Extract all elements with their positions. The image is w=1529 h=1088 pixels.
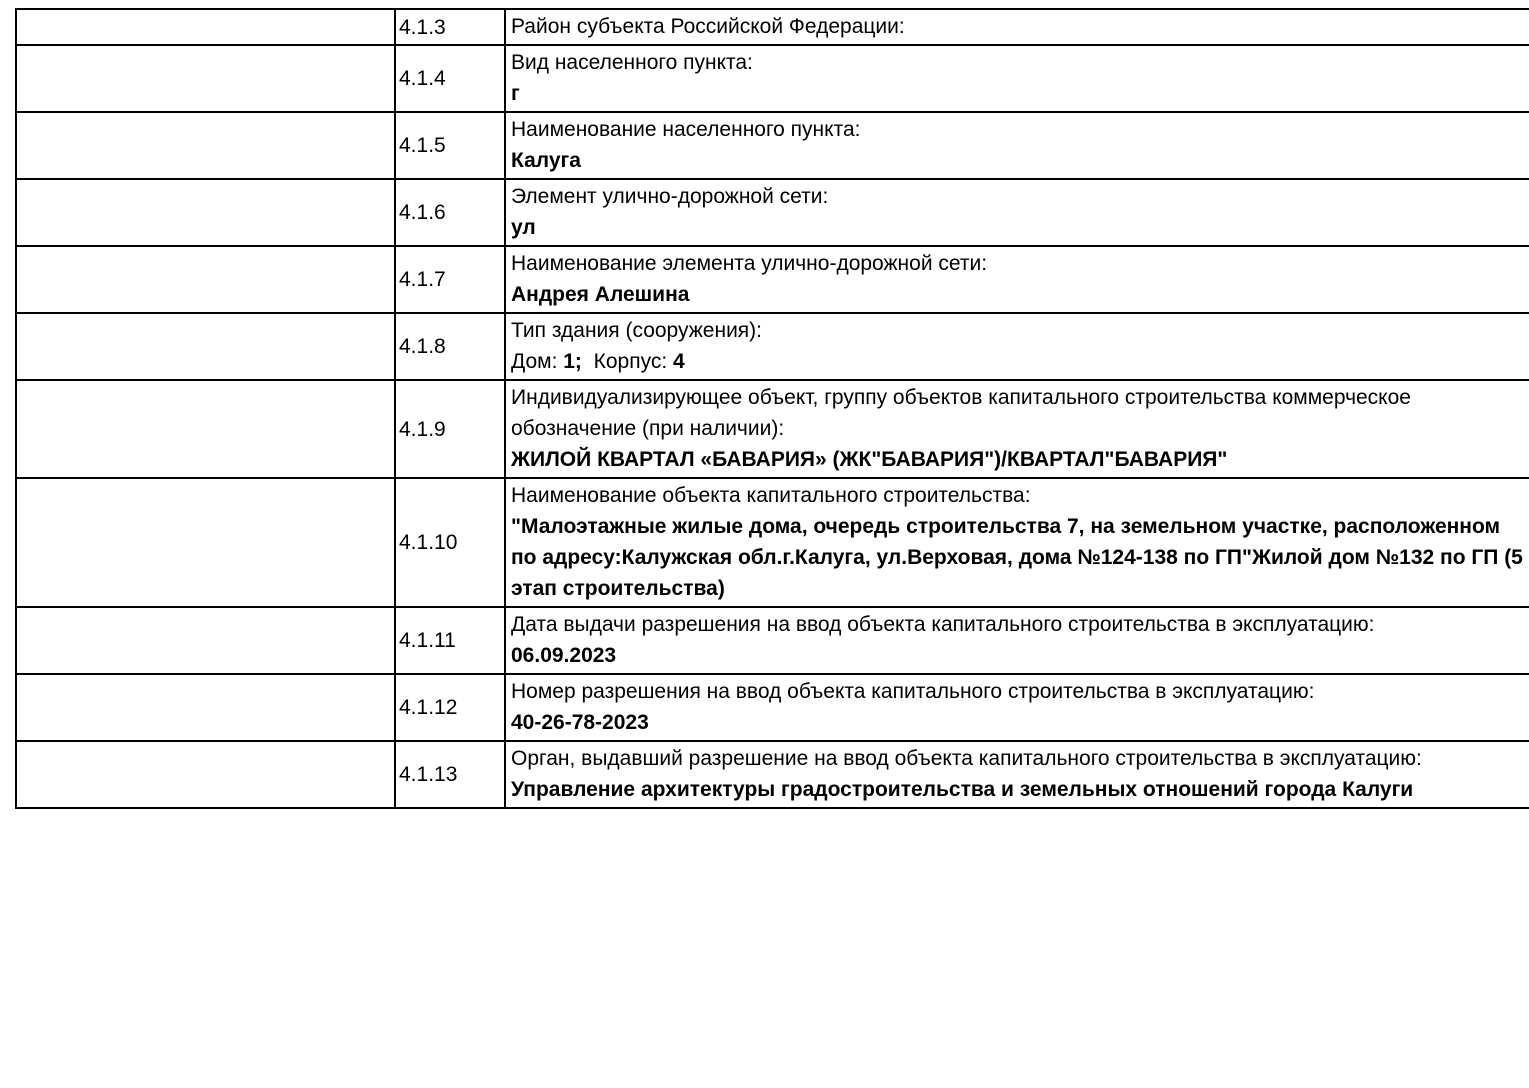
field-value-segment: 4 xyxy=(673,350,685,373)
item-number-cell: 4.1.7 xyxy=(395,246,505,313)
field-label: Тип здания (сооружения): xyxy=(511,319,762,342)
item-number-cell: 4.1.3 xyxy=(395,9,505,45)
empty-left-cell xyxy=(16,313,395,380)
field-label: Район субъекта Российской Федерации: xyxy=(511,15,905,38)
empty-left-cell xyxy=(16,45,395,112)
table-row xyxy=(16,380,1529,478)
field-value-segment: 1; xyxy=(563,350,582,373)
field-value: 06.09.2023 xyxy=(511,644,617,667)
field-label: Дата выдачи разрешения на ввод объекта капитального строительства в эксплуатацию: xyxy=(511,613,1375,636)
field-cell xyxy=(505,313,1529,380)
field-label: Наименование населенного пункта: xyxy=(511,118,861,141)
item-number-cell: 4.1.8 xyxy=(395,313,505,380)
field-value-segment: Дом: xyxy=(511,350,564,373)
field-value: "Малоэтажные жилые дома, очередь строительства 7, на земельном участке, расположенном по адресу:Калужская обл.г.Калуга, ул.Верховая, дома №124-138 по ГП"Жилой дом №132 по ГП (5 этап строительства) xyxy=(511,515,1529,600)
field-cell xyxy=(505,674,1529,741)
field-cell xyxy=(505,380,1529,478)
field-value: г xyxy=(511,82,520,105)
item-number-cell: 4.1.10 xyxy=(395,478,505,607)
field-cell xyxy=(505,45,1529,112)
field-cell xyxy=(505,112,1529,179)
field-label: Элемент улично-дорожной сети: xyxy=(511,185,829,208)
item-number-cell: 4.1.5 xyxy=(395,112,505,179)
field-value: ЖИЛОЙ КВАРТАЛ «БАВАРИЯ» (ЖК"БАВАРИЯ")/КВАРТАЛ"БАВАРИЯ" xyxy=(511,448,1228,471)
field-cell xyxy=(505,478,1529,607)
field-cell xyxy=(505,179,1529,246)
table-row xyxy=(16,478,1529,607)
document-table-body xyxy=(16,9,1529,808)
item-number-cell: 4.1.11 xyxy=(395,607,505,674)
table-row xyxy=(16,741,1529,808)
empty-left-cell xyxy=(16,9,395,45)
item-number-cell: 4.1.12 xyxy=(395,674,505,741)
document-table xyxy=(15,8,1529,809)
table-row xyxy=(16,246,1529,313)
empty-left-cell xyxy=(16,607,395,674)
item-number-cell: 4.1.4 xyxy=(395,45,505,112)
field-label: Наименование элемента улично-дорожной сети: xyxy=(511,252,988,275)
field-value-segment: Корпус: xyxy=(581,350,674,373)
field-cell xyxy=(505,246,1529,313)
field-value: Калуга xyxy=(511,149,581,172)
field-value: Управление архитектуры градостроительства и земельных отношений города Калуги xyxy=(511,778,1414,801)
field-label: Орган, выдавший разрешение на ввод объекта капитального строительства в эксплуатацию: xyxy=(511,747,1422,770)
item-number-cell: 4.1.13 xyxy=(395,741,505,808)
field-cell xyxy=(505,9,1529,45)
field-value xyxy=(511,346,1528,377)
empty-left-cell xyxy=(16,674,395,741)
item-number-cell: 4.1.9 xyxy=(395,380,505,478)
field-label: Индивидуализирующее объект, группу объектов капитального строительства коммерческое обозначение (при наличии): xyxy=(511,386,1417,440)
table-row xyxy=(16,674,1529,741)
field-value: Андрея Алешина xyxy=(511,283,690,306)
field-label: Наименование объекта капитального строительства: xyxy=(511,484,1031,507)
empty-left-cell xyxy=(16,112,395,179)
field-value: 40-26-78-2023 xyxy=(511,711,649,734)
empty-left-cell xyxy=(16,741,395,808)
field-value: ул xyxy=(511,216,536,239)
field-cell xyxy=(505,741,1529,808)
empty-left-cell xyxy=(16,246,395,313)
table-row xyxy=(16,9,1529,45)
table-row xyxy=(16,45,1529,112)
field-cell xyxy=(505,607,1529,674)
empty-left-cell xyxy=(16,478,395,607)
empty-left-cell xyxy=(16,380,395,478)
table-row xyxy=(16,313,1529,380)
item-number-cell: 4.1.6 xyxy=(395,179,505,246)
table-row xyxy=(16,607,1529,674)
field-label: Вид населенного пункта: xyxy=(511,51,753,74)
table-row xyxy=(16,179,1529,246)
empty-left-cell xyxy=(16,179,395,246)
field-label: Номер разрешения на ввод объекта капитального строительства в эксплуатацию: xyxy=(511,680,1315,703)
table-row xyxy=(16,112,1529,179)
